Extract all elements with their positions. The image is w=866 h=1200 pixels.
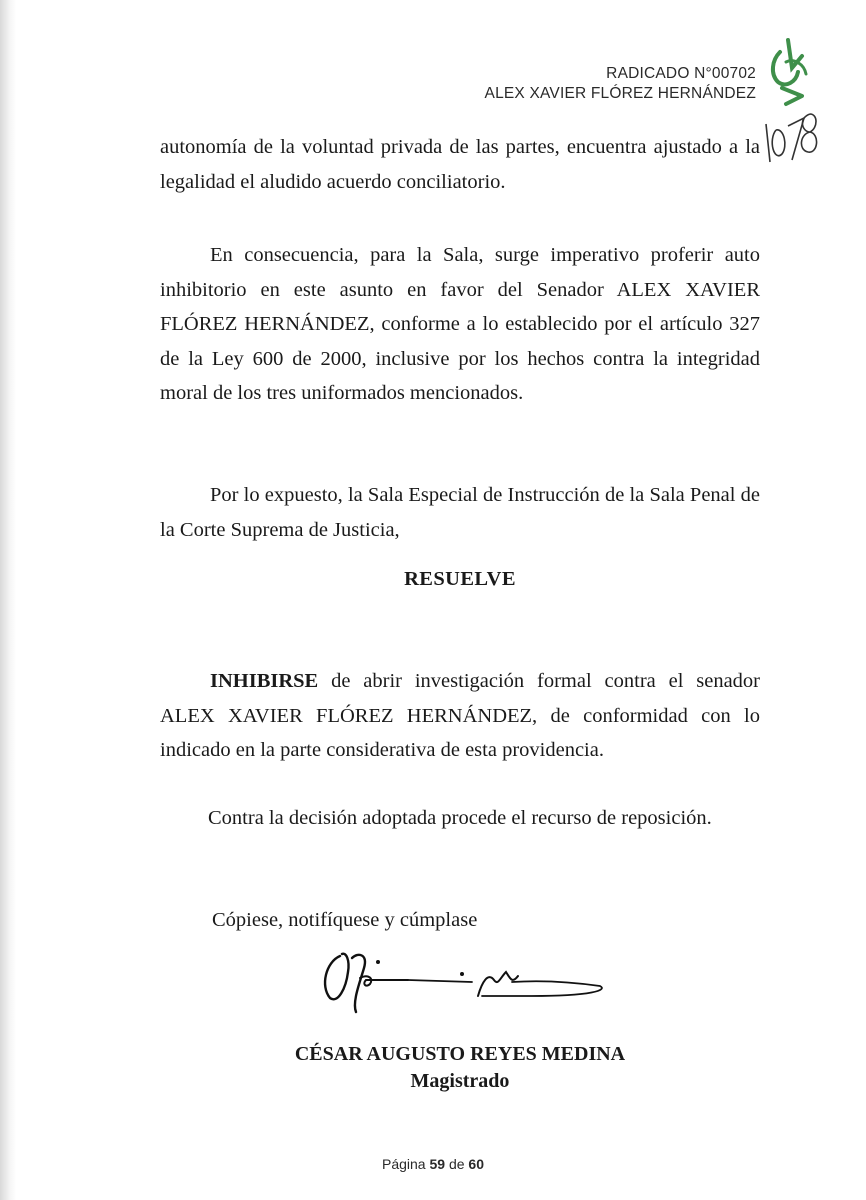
decision-keyword: INHIBIRSE [210,670,319,692]
handwritten-signature [312,938,612,1018]
page-total: 60 [468,1156,484,1172]
paragraph-consequence: En consecuencia, para la Sala, surge imperativo proferir auto inhibitorio en este asunto en favor del Senador ALEX XAVIER FLÓREZ HERNÁNDEZ, conforme a lo establecido por el artículo 327 de la Ley 600 de 2000, inclusive por los hechos contra la integridad moral de los tres uniformados mencionados. [160,244,760,404]
page-footer [0,1156,866,1172]
resolve-heading: RESUELVE [404,568,516,590]
folio-stamp-mark [752,22,822,172]
paragraph-exposition: Por lo expuesto, la Sala Especial de Instrucción de la Sala Penal de la Corte Suprema de Justicia, [160,484,760,541]
page-left-shadow [0,0,16,1200]
case-number: RADICADO N°00702 [606,65,756,82]
signatory-name: CÉSAR AUGUSTO REYES MEDINA [294,1043,626,1065]
paragraph-decision [160,664,760,768]
document-header [485,64,756,104]
party-name: ALEX XAVIER FLÓREZ HERNÁNDEZ [484,85,756,102]
page-of-label: de [448,1156,465,1172]
signatory-role: Magistrado [410,1070,510,1092]
closing-formula: Cópiese, notifíquese y cúmplase [212,909,478,931]
page-label: Página [382,1156,426,1172]
paragraph-appeal: Contra la decisión adoptada procede el recurso de reposición. [208,807,712,829]
page-number: 59 [429,1156,446,1172]
decision-text: de abrir investigación formal contra el senador ALEX XAVIER FLÓREZ HERNÁNDEZ, de conformidad con lo indicado en la parte considerativa de esta providencia. [160,670,760,761]
paragraph-conciliation: autonomía de la voluntad privada de las partes, encuentra ajustado a la legalidad el aludido acuerdo conciliatorio. [160,136,760,193]
